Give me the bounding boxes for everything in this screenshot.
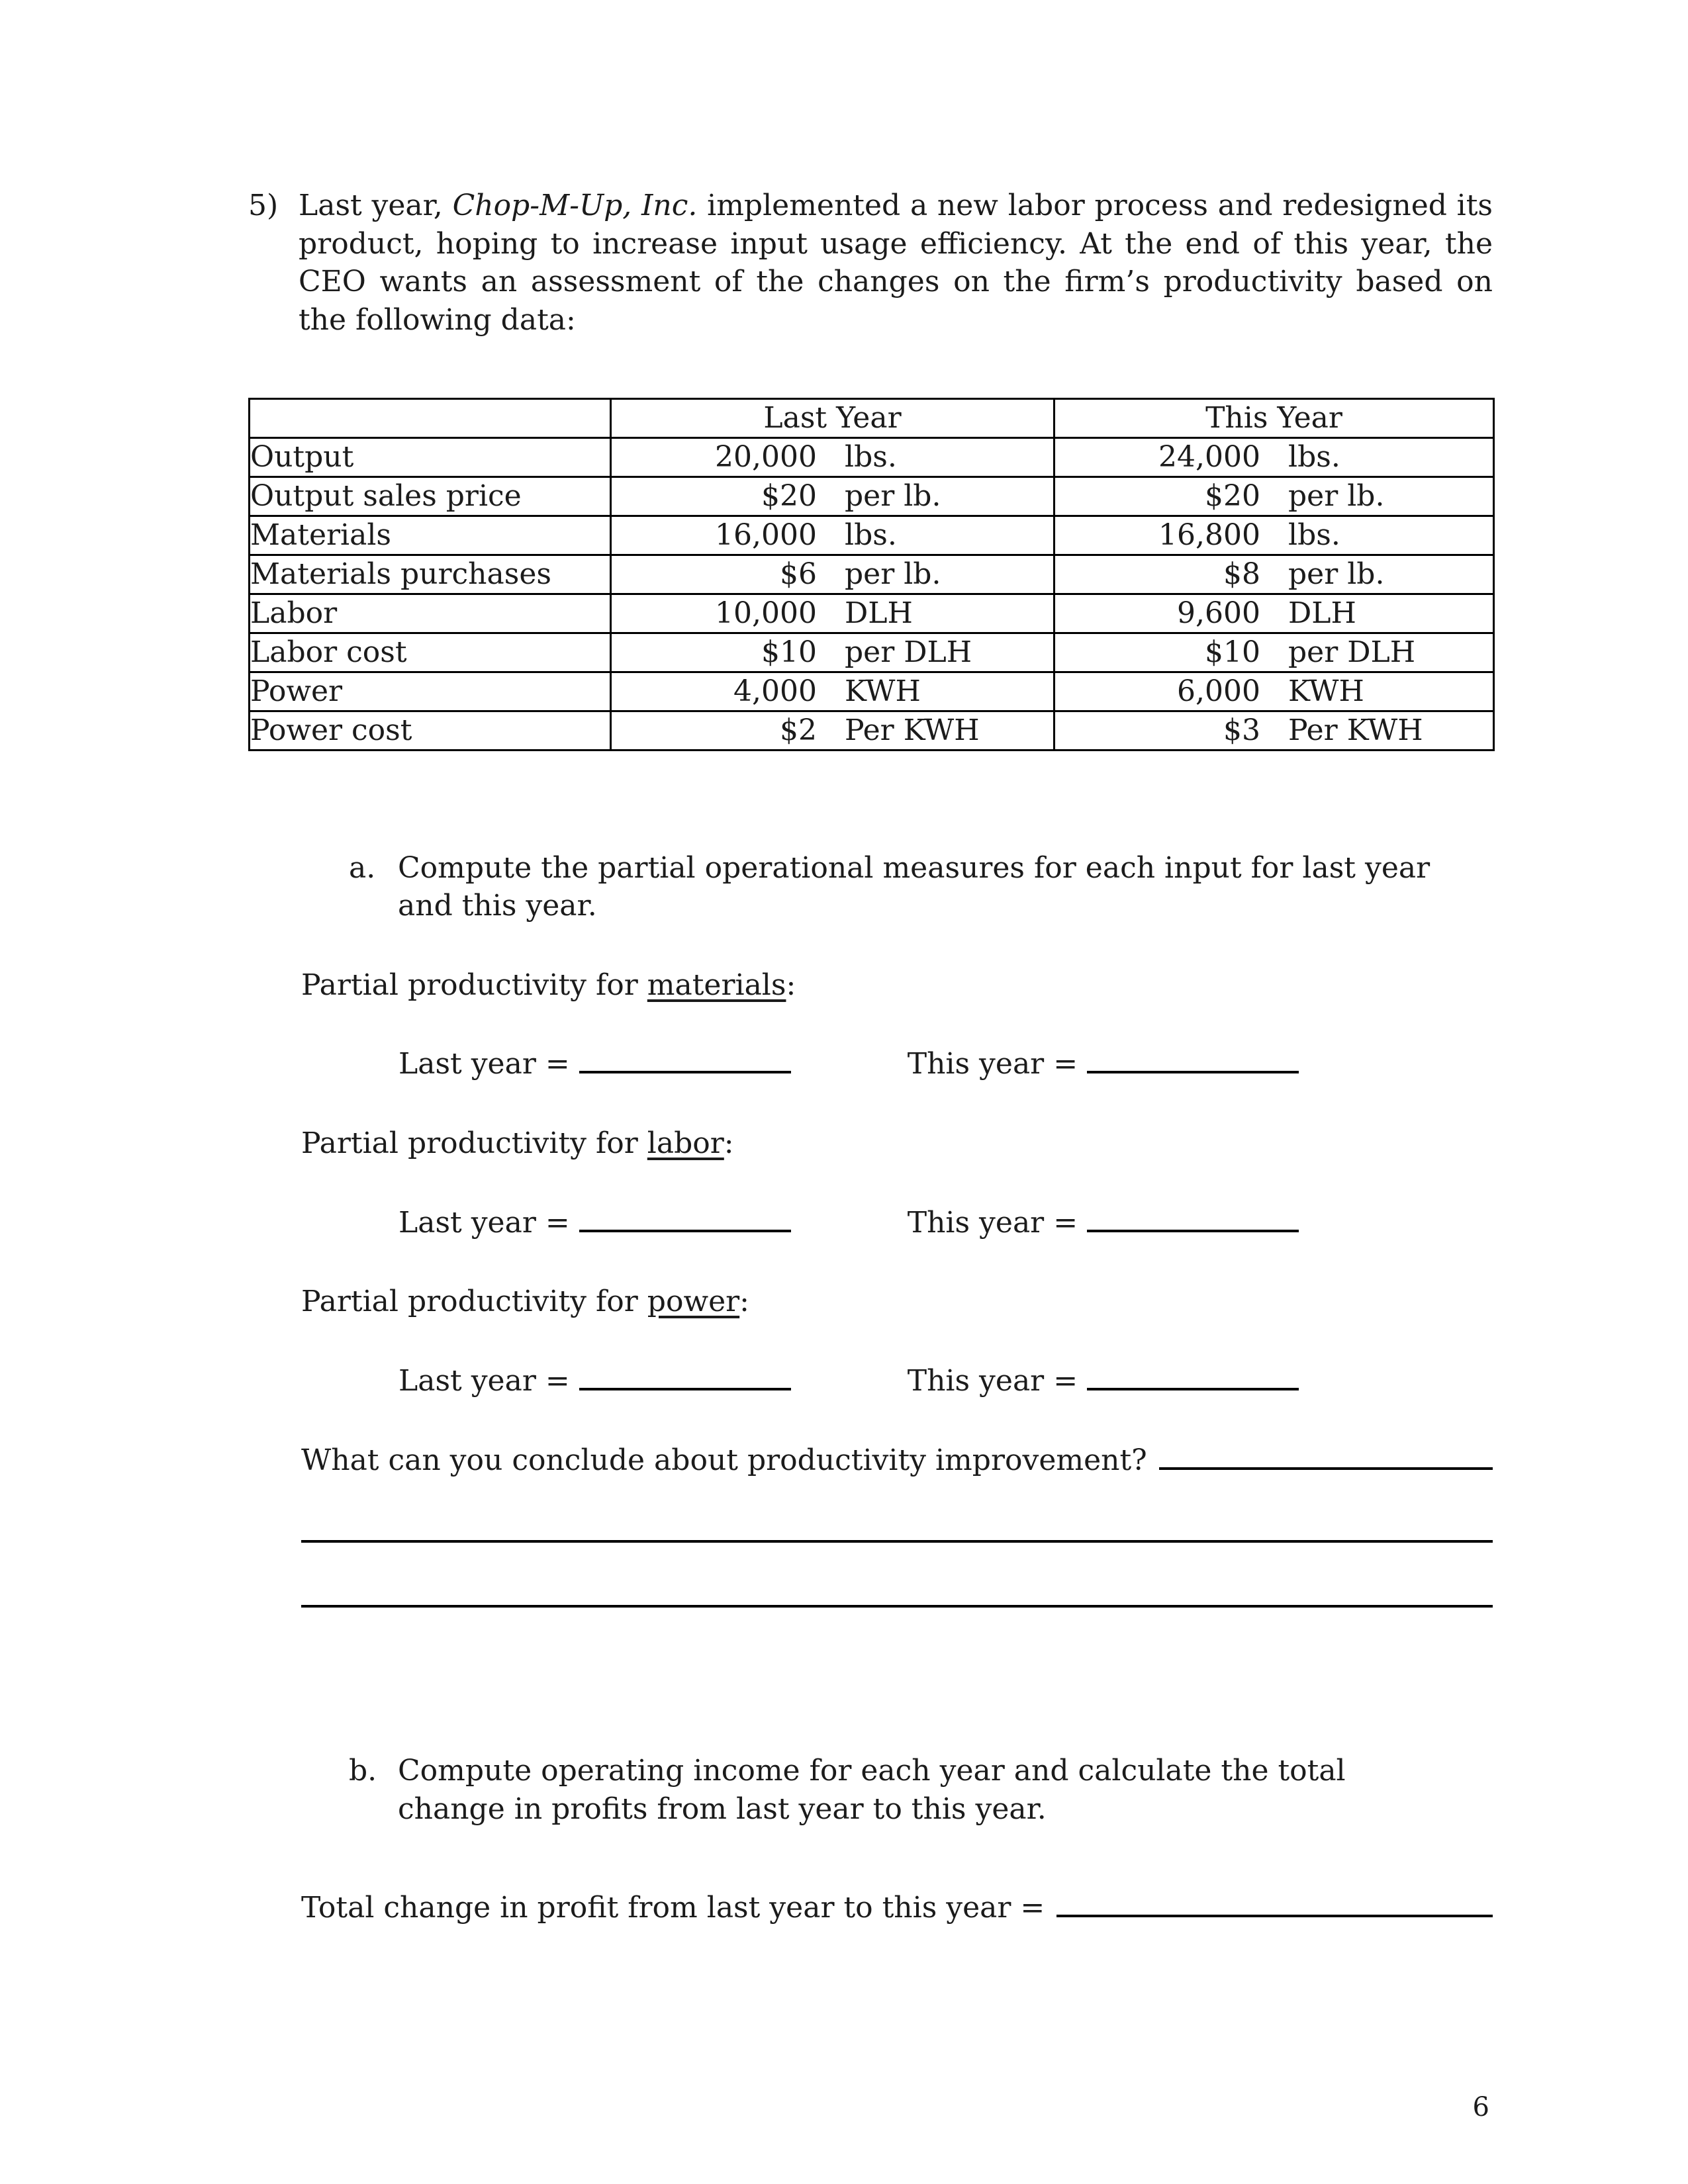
this-year-unit: lbs. <box>1288 439 1340 474</box>
this-year-unit: lbs. <box>1288 518 1340 552</box>
conclusion-question-row <box>301 1441 1493 1480</box>
table-header-blank <box>250 398 611 437</box>
part-a-text: Compute the partial operational measures for each input for last year and this year. <box>398 850 1430 923</box>
answer-blank-this-year-materials <box>1087 1054 1299 1073</box>
this-year-unit: DLH <box>1288 596 1356 630</box>
last-year-value: 20,000 <box>715 439 817 474</box>
answer-row-power <box>248 1362 1493 1400</box>
answer-blank-last-year-labor <box>579 1212 791 1232</box>
prod-heading-labor: Partial productivity for labor: <box>301 1126 734 1160</box>
part-a <box>349 849 1493 925</box>
table-row <box>250 633 1494 672</box>
answer-row-materials <box>248 1045 1493 1083</box>
table-header-last-year: Last Year <box>611 398 1055 437</box>
table-header-row <box>250 398 1494 437</box>
this-year-label: This year = <box>907 1363 1078 1398</box>
this-year-value: 24,000 <box>1158 439 1260 474</box>
row-label: Materials <box>250 516 611 555</box>
table-row <box>250 594 1494 633</box>
problem-number: 5) <box>248 189 279 222</box>
this-year-value: 6,000 <box>1177 674 1260 708</box>
total-change-label: Total change in profit from last year to this year = <box>301 1891 1045 1925</box>
prod-heading-materials: Partial productivity for materials: <box>301 968 796 1002</box>
last-year-unit: lbs. <box>845 439 897 474</box>
this-year-value: $3 <box>1223 713 1260 747</box>
answer-rule-line-2 <box>301 1605 1493 1608</box>
this-year-unit: Per KWH <box>1288 713 1423 747</box>
last-year-unit: per lb. <box>845 557 941 591</box>
productivity-data-table <box>248 398 1495 751</box>
intro-before: Last year, <box>299 189 453 222</box>
company-name: Chop-M-Up, Inc. <box>452 189 698 222</box>
this-year-value: 16,800 <box>1158 518 1260 552</box>
problem-5-intro <box>248 187 1493 340</box>
this-year-unit: per lb. <box>1288 478 1385 513</box>
answer-blank-this-year-labor <box>1087 1212 1299 1232</box>
last-year-value: 16,000 <box>715 518 817 552</box>
table-row <box>250 555 1494 594</box>
last-year-unit: DLH <box>845 596 913 630</box>
table-header-this-year: This Year <box>1055 398 1494 437</box>
last-year-unit: per lb. <box>845 478 941 513</box>
last-year-value: $20 <box>761 478 817 513</box>
last-year-unit: Per KWH <box>845 713 980 747</box>
row-label: Output sales price <box>250 477 611 516</box>
table-row <box>250 711 1494 750</box>
last-year-unit: KWH <box>845 674 921 708</box>
part-b-label: b. <box>349 1754 377 1788</box>
last-year-label: Last year = <box>399 1047 570 1081</box>
row-label: Power <box>250 672 611 711</box>
table-row <box>250 437 1494 477</box>
last-year-value: $10 <box>761 635 817 669</box>
page-number: 6 <box>1472 2092 1489 2122</box>
this-year-label: This year = <box>907 1205 1078 1240</box>
this-year-value: $10 <box>1205 635 1260 669</box>
part-b-text: Compute operating income for each year and calculate the total change in profits from last year to this year. <box>398 1754 1346 1826</box>
prod-heading-power: Partial productivity for power: <box>301 1285 749 1319</box>
answer-blank-last-year-power <box>579 1371 791 1390</box>
last-year-label: Last year = <box>399 1363 570 1398</box>
part-b <box>349 1752 1493 1828</box>
last-year-unit: per DLH <box>845 635 972 669</box>
table-row <box>250 477 1494 516</box>
underlined-word-materials: materials <box>647 968 786 1002</box>
this-year-value: 9,600 <box>1177 596 1260 630</box>
this-year-value: $8 <box>1223 557 1260 591</box>
underlined-word-power: power <box>647 1285 740 1319</box>
answer-rule-line-1 <box>301 1540 1493 1543</box>
total-change-blank <box>1056 1897 1493 1917</box>
this-year-unit: KWH <box>1288 674 1364 708</box>
underlined-word-labor: labor <box>647 1126 724 1160</box>
this-year-unit: per lb. <box>1288 557 1385 591</box>
conclusion-question: What can you conclude about productivity improvement? <box>301 1443 1147 1477</box>
problem-intro-text <box>299 187 1493 340</box>
row-label: Output <box>250 437 611 477</box>
total-change-row <box>301 1889 1493 1927</box>
row-label: Materials purchases <box>250 555 611 594</box>
last-year-value: 4,000 <box>733 674 817 708</box>
last-year-unit: lbs. <box>845 518 897 552</box>
last-year-value: $2 <box>780 713 817 747</box>
last-year-value: 10,000 <box>715 596 817 630</box>
table-row <box>250 516 1494 555</box>
answer-blank-this-year-power <box>1087 1371 1299 1390</box>
this-year-unit: per DLH <box>1288 635 1416 669</box>
part-a-label: a. <box>349 850 376 885</box>
row-label: Power cost <box>250 711 611 750</box>
this-year-value: $20 <box>1205 478 1260 513</box>
intro-after: implemented a new labor process and redesigned its product, hoping to increase input usage efficiency. At the end of this year, the CEO wants an assessment of the changes on the firm’s productivity based on the following data: <box>299 189 1493 337</box>
answer-row-labor <box>248 1204 1493 1242</box>
table-row <box>250 672 1494 711</box>
last-year-label: Last year = <box>399 1205 570 1240</box>
row-label: Labor cost <box>250 633 611 672</box>
last-year-value: $6 <box>780 557 817 591</box>
row-label: Labor <box>250 594 611 633</box>
conclusion-blank <box>1159 1450 1493 1470</box>
this-year-label: This year = <box>907 1047 1078 1081</box>
answer-blank-last-year-materials <box>579 1054 791 1073</box>
